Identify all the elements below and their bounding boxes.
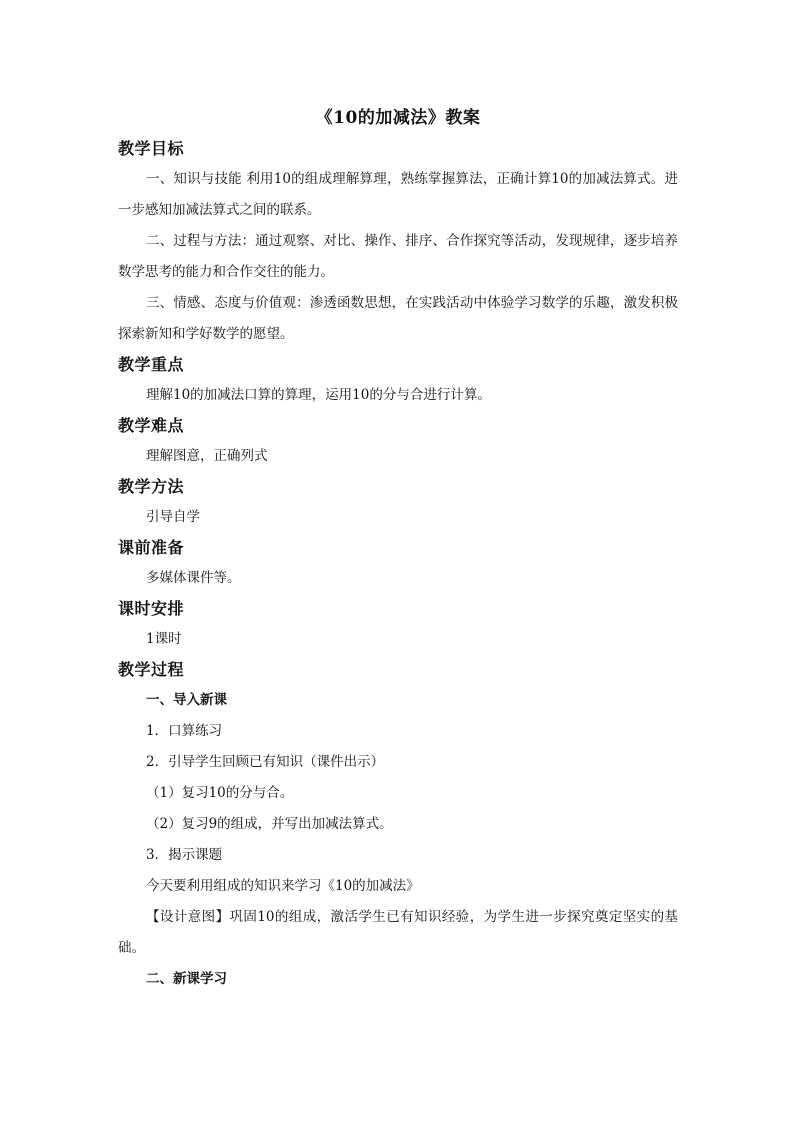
process-sub-2: （2）复习9的组成，并写出加减法算式。 [146,816,393,832]
schedule-text: 1课时 [146,631,182,647]
method-text: 引导自学 [146,509,200,525]
section-heading-goals: 教学目标 [118,139,185,158]
page-title: 《10的加减法》教案 [315,108,481,128]
process-sub-1: （1）复习10的分与合。 [146,785,294,801]
difficulties-text: 理解图意，正确列式 [146,448,268,464]
section-heading-preparation: 课前准备 [118,538,185,557]
section-heading-schedule: 课时安排 [118,599,185,618]
key-points-text: 理解10的加减法口算的算理，运用10的分与合进行计算。 [146,387,491,403]
process-part1-title: 一、导入新课 [146,692,227,708]
section-heading-process: 教学过程 [118,660,185,679]
goal-item-1: 一、知识与技能 利用10的组成理解算理，熟练掌握算法，正确计算10的加减法算式。进一步感知加减法算式之间的联系。 [118,171,678,218]
section-heading-difficulties: 教学难点 [118,416,185,435]
process-step-1: 1．口算练习 [146,723,223,739]
process-step-2: 2．引导学生回顾已有知识（课件出示） [146,754,385,770]
section-heading-key-points: 教学重点 [118,355,185,374]
process-design-intent: 【设计意图】巩固10的组成，激活学生已有知识经验，为学生进一步探究奠定坚实的基础。 [118,909,678,956]
process-intro: 今天要利用组成的知识来学习《10的加减法》 [146,878,420,894]
process-step-3: 3．揭示课题 [146,847,223,863]
goal-item-3: 三、情感、态度与价值观：渗透函数思想，在实践活动中体验学习数学的乐趣，激发积极探索新知和学好数学的愿望。 [118,295,678,342]
document-content [118,104,678,995]
preparation-text: 多媒体课件等。 [146,570,241,586]
process-part2-title: 二、新课学习 [146,971,227,987]
section-heading-method: 教学方法 [118,477,185,496]
goal-item-2: 二、过程与方法：通过观察、对比、操作、排序、合作探究等活动，发现规律，逐步培养数学思考的能力和合作交往的能力。 [118,233,678,280]
